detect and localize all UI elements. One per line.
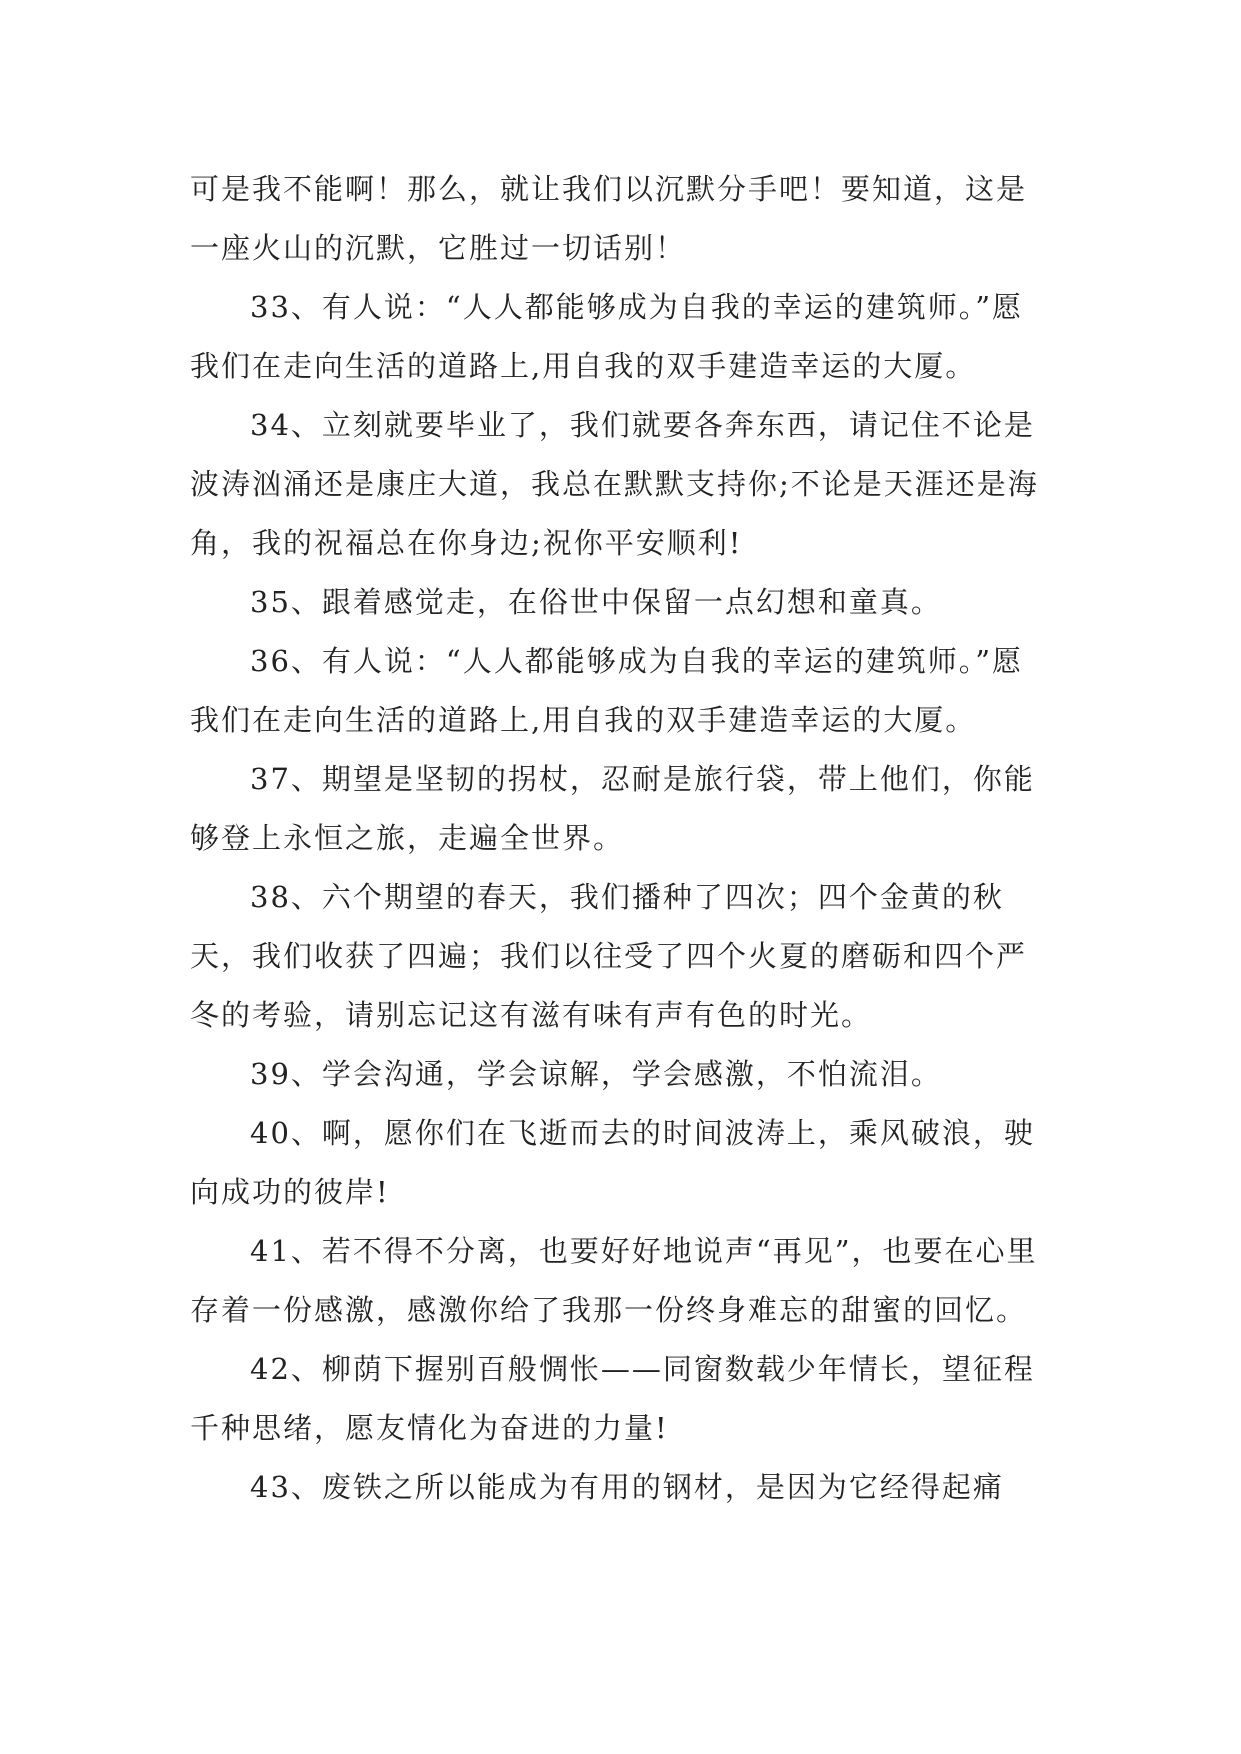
paragraph: 40、啊，愿你们在飞逝而去的时间波涛上，乘风破浪，驶向成功的彼岸! xyxy=(190,1116,1035,1209)
paragraph: 37、期望是坚韧的拐杖，忍耐是旅行袋，带上他们，你能够登上永恒之旅，走遍全世界。 xyxy=(190,762,1035,855)
paragraph: 38、六个期望的春天，我们播种了四次；四个金黄的秋天，我们收获了四遍；我们以往受了四个火夏的磨砺和四个严冬的考验，请别忘记这有滋有味有声有色的时光。 xyxy=(190,880,1028,1032)
paragraph: 可是我不能啊！那么，就让我们以沉默分手吧！要知道，这是一座火山的沉默，它胜过一切话别！ xyxy=(190,172,1028,265)
paragraph: 36、有人说：“人人都能够成为自我的幸运的建筑师。”愿我们在走向生活的道路上,用自我的双手建造幸运的大厦。 xyxy=(190,644,1024,737)
paragraph: 43、废铁之所以能成为有用的钢材，是因为它经得起痛 xyxy=(250,1470,1004,1504)
paragraph: 41、若不得不分离，也要好好地说声“再见”，也要在心里存着一份感激，感激你给了我那一份终身难忘的甜蜜的回忆。 xyxy=(190,1234,1038,1327)
document-body xyxy=(190,160,1050,1517)
paragraph: 34、立刻就要毕业了，我们就要各奔东西，请记住不论是波涛汹涌还是康庄大道，我总在默默支持你;不论是天涯还是海角，我的祝福总在你身边;祝你平安顺利! xyxy=(190,408,1039,560)
paragraph: 42、柳荫下握别百般惆怅——同窗数载少年情长，望征程千种思绪，愿友情化为奋进的力量! xyxy=(190,1352,1035,1445)
paragraph: 33、有人说：“人人都能够成为自我的幸运的建筑师。”愿我们在走向生活的道路上,用自我的双手建造幸运的大厦。 xyxy=(190,290,1024,383)
paragraph: 39、学会沟通，学会谅解，学会感激，不怕流泪。 xyxy=(250,1057,942,1091)
paragraph: 35、跟着感觉走，在俗世中保留一点幻想和童真。 xyxy=(250,585,942,619)
